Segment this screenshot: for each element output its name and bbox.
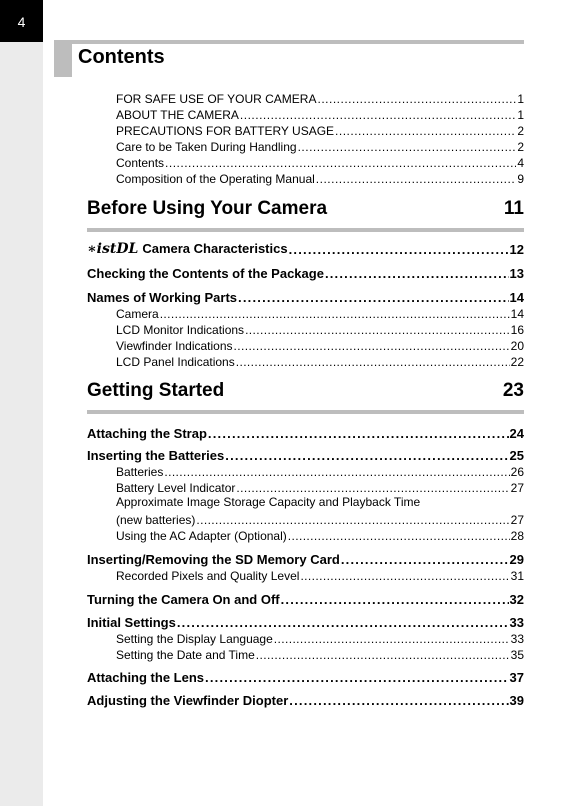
chapter-rule [87, 410, 524, 414]
toc-entry[interactable]: Turning the Camera On and Off ..... 32 [87, 590, 524, 607]
chapter-rule [87, 228, 524, 232]
toc-entry[interactable]: Attaching the Strap ..... 24 [87, 424, 524, 441]
toc-entry[interactable]: Contents ..... 4 [116, 154, 524, 170]
istdl-logo: ∗istDL [87, 241, 139, 257]
toc-subentry[interactable]: Camera ..... 14 [116, 305, 524, 321]
toc-entry[interactable]: Initial Settings ..... 33 [87, 613, 524, 630]
toc-entry[interactable]: Care to be Taken During Handling ..... 2 [116, 138, 524, 154]
toc-entry[interactable]: Names of Working Parts ..... 14 [87, 288, 524, 305]
toc-subentry[interactable]: (new batteries) ..... 27 [116, 511, 524, 527]
toc-entry[interactable]: Adjusting the Viewfinder Diopter ..... 39 [87, 691, 524, 708]
toc-subentry[interactable]: Setting the Display Language ..... 33 [116, 630, 524, 646]
toc-subentry-line[interactable]: Approximate Image Storage Capacity and Playback Time [116, 495, 421, 509]
toc-entry[interactable]: Inserting the Batteries ..... 25 [87, 446, 524, 463]
page-number: 4 [17, 14, 26, 30]
chapter-heading[interactable] [87, 380, 524, 404]
toc-entry[interactable]: Attaching the Lens ..... 37 [87, 668, 524, 685]
toc-subentry[interactable]: Setting the Date and Time ..... 35 [116, 646, 524, 662]
page-title: Contents [78, 46, 165, 68]
chapter-title: Before Using Your Camera [87, 198, 328, 219]
toc-subentry[interactable]: Battery Level Indicator ..... 27 [116, 479, 524, 495]
toc-entry[interactable]: Checking the Contents of the Package ..... 13 [87, 264, 524, 281]
toc-subentry[interactable]: Batteries ..... 26 [116, 463, 524, 479]
toc-subentry[interactable]: Recorded Pixels and Quality Level ..... 31 [116, 567, 524, 583]
left-margin-bar [0, 0, 43, 806]
toc-entry[interactable]: PRECAUTIONS FOR BATTERY USAGE ..... 2 [116, 122, 524, 138]
toc-entry[interactable]: FOR SAFE USE OF YOUR CAMERA ..... 1 [116, 90, 524, 106]
chapter-heading[interactable] [87, 198, 524, 222]
chapter-page: 23 [502, 380, 524, 401]
toc-subentry[interactable]: LCD Monitor Indications ..... 16 [116, 321, 524, 337]
toc-subentry[interactable]: LCD Panel Indications ..... 22 [116, 353, 524, 369]
toc-entry[interactable]: ∗istDL Camera Characteristics ..... 12 [87, 240, 524, 257]
toc-entry[interactable]: Inserting/Removing the SD Memory Card ..... 29 [87, 550, 524, 567]
chapter-page: 11 [503, 198, 524, 219]
chapter-title: Getting Started [87, 380, 225, 401]
toc-entry[interactable]: ABOUT THE CAMERA ..... 1 [116, 106, 524, 122]
toc-subentry[interactable]: Using the AC Adapter (Optional) ..... 28 [116, 527, 524, 543]
toc-entry[interactable]: Composition of the Operating Manual ..... 9 [116, 170, 524, 186]
toc-subentry[interactable]: Viewfinder Indications ..... 20 [116, 337, 524, 353]
